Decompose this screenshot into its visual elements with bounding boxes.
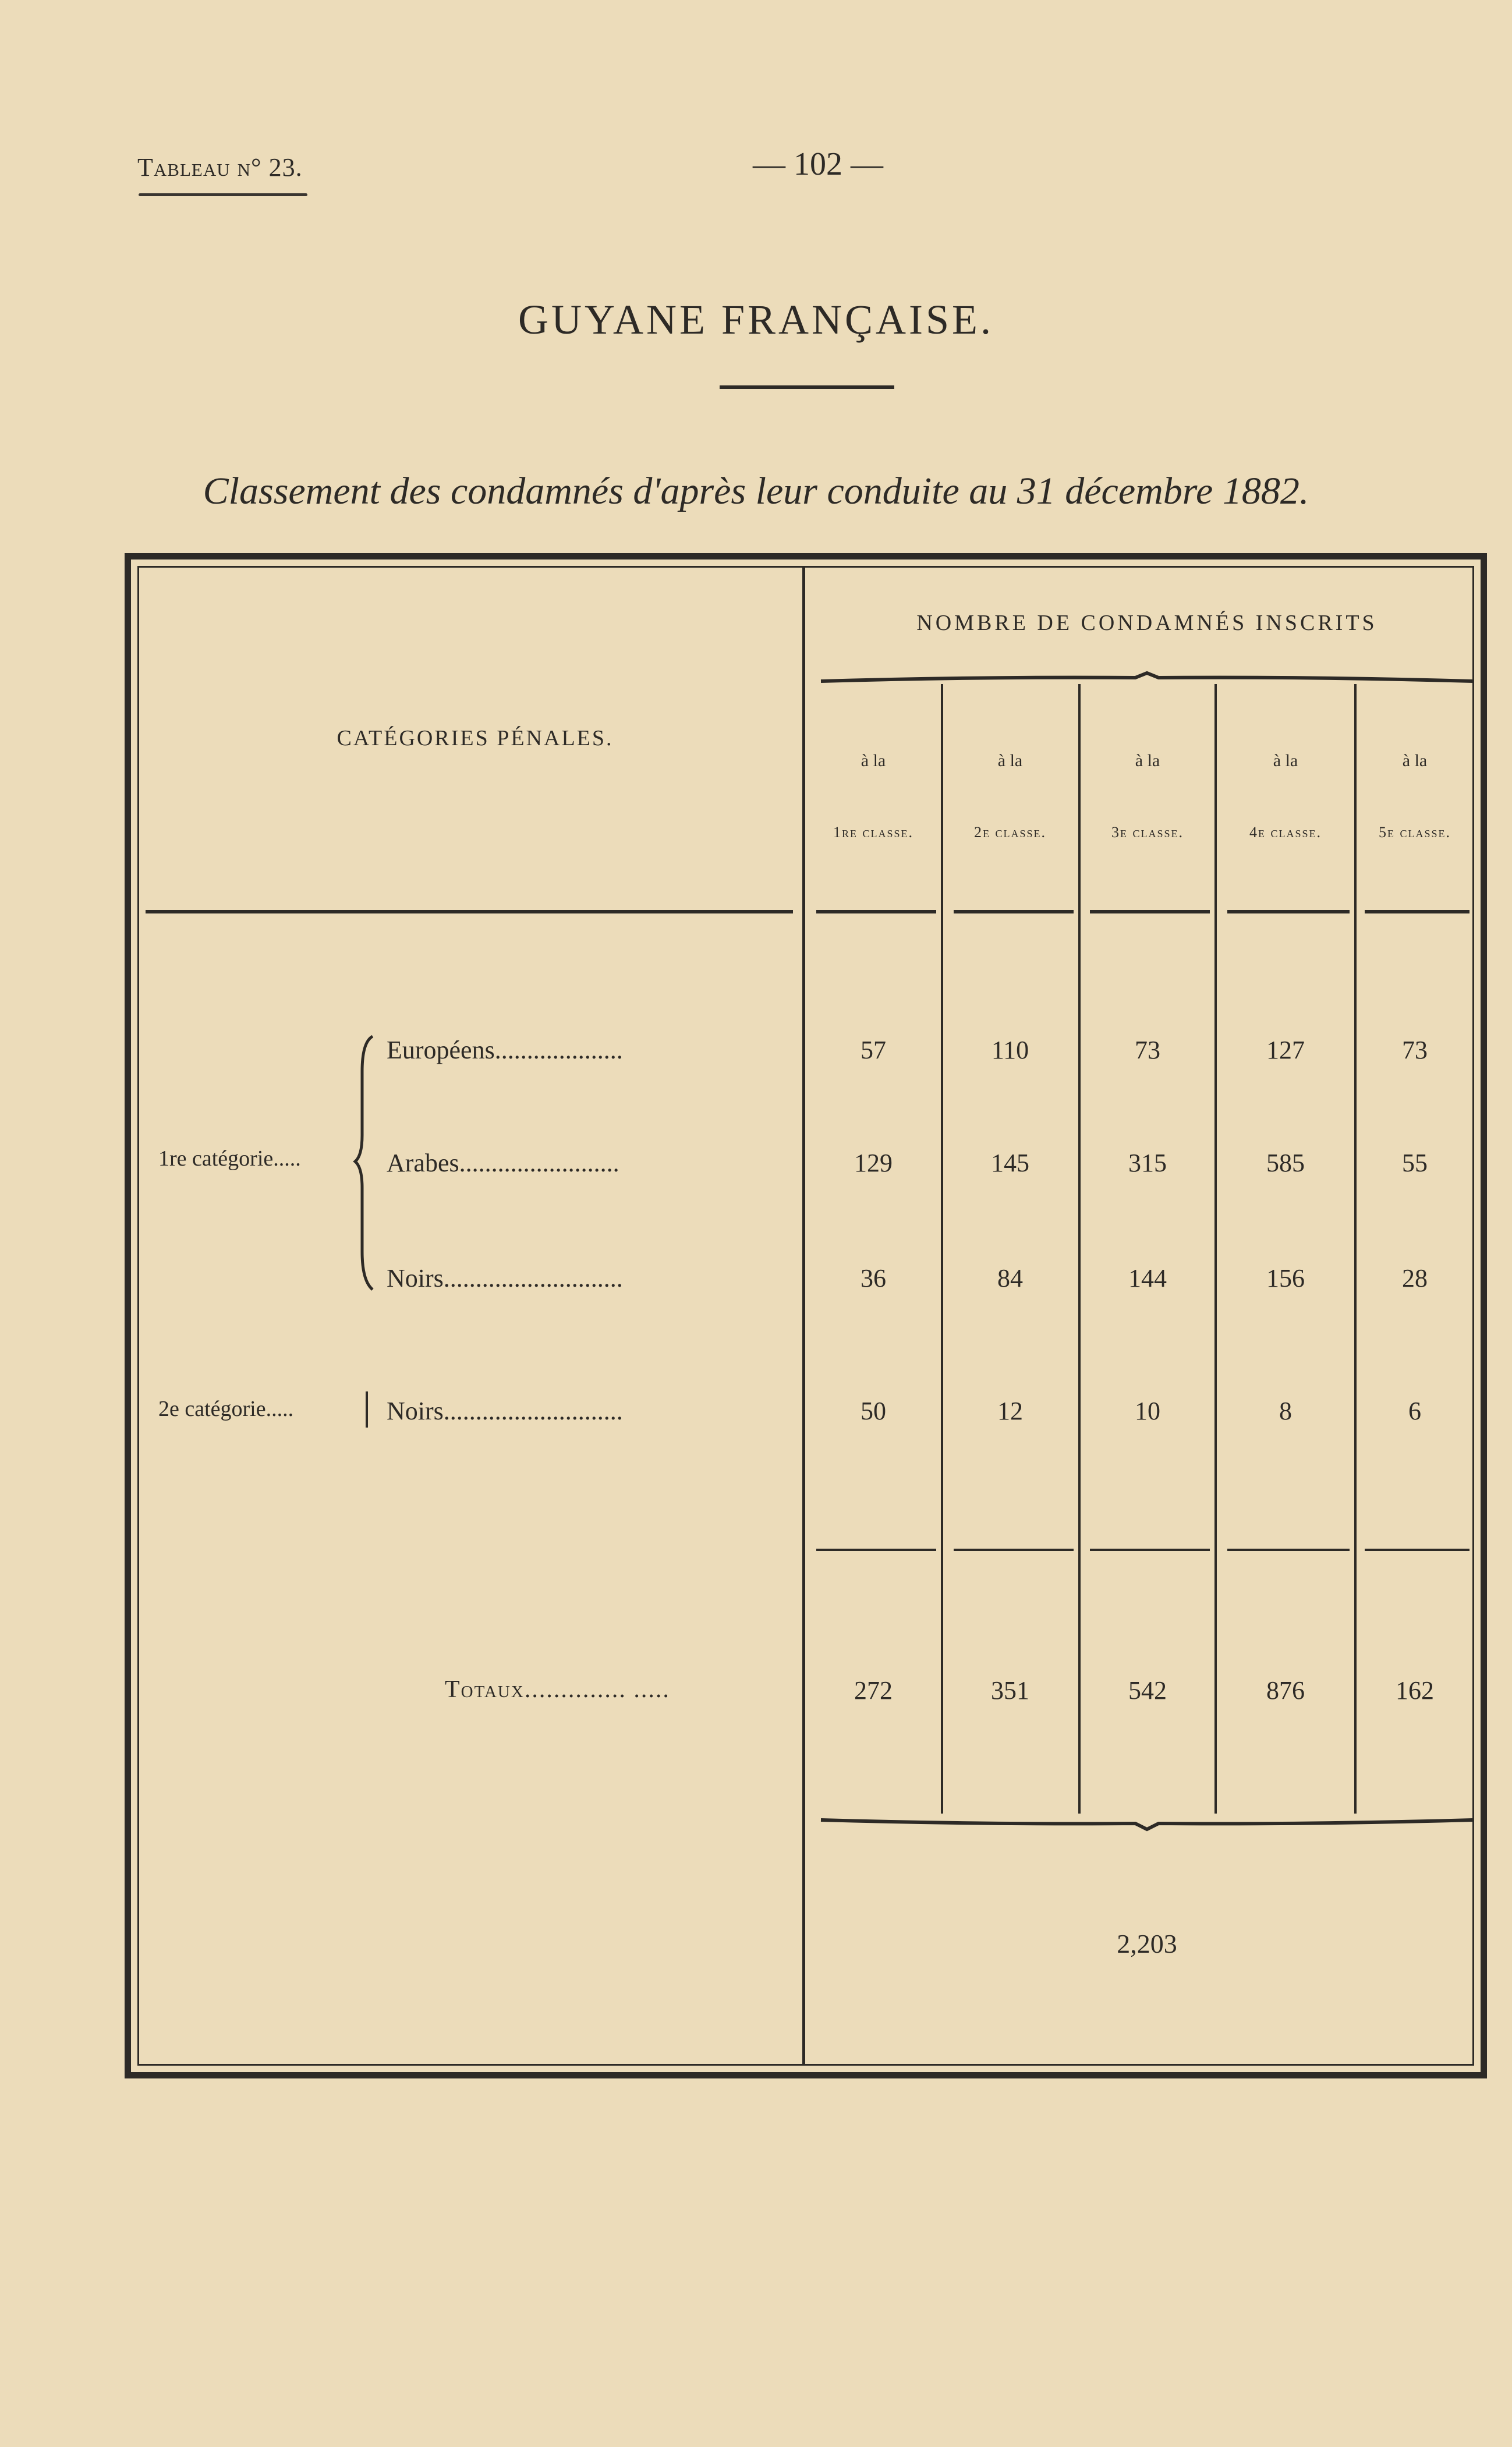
header-brace: [821, 670, 1473, 693]
column-divider: [1354, 684, 1357, 1814]
category-1-label: 1re catégorie.....: [158, 1146, 301, 1171]
col-header-4: 4e classe.: [1249, 824, 1322, 841]
totals-rule: [954, 1549, 1074, 1551]
cell-noirs2-3: 10: [1135, 1397, 1160, 1425]
cell-arabes-4: 585: [1266, 1149, 1305, 1177]
total-4: 876: [1266, 1676, 1305, 1705]
cell-europeens-4: 127: [1266, 1036, 1305, 1064]
table-number: Tableau n° 23.: [137, 153, 303, 182]
totals-rule: [1090, 1549, 1210, 1551]
col-prefix: à la: [1135, 751, 1160, 770]
column-divider: [1078, 684, 1081, 1814]
cell-europeens-3: 73: [1135, 1036, 1160, 1064]
cell-noirs2-1: 50: [861, 1397, 886, 1425]
header-rule: [146, 910, 793, 913]
category-2-bar: [366, 1391, 368, 1428]
totals-rule: [816, 1549, 936, 1551]
col-prefix: à la: [1402, 751, 1428, 770]
cell-arabes-1: 129: [854, 1149, 893, 1177]
col-header-1: 1re classe.: [833, 824, 914, 841]
header-rule: [954, 910, 1074, 913]
category-2-label: 2e catégorie.....: [158, 1397, 294, 1421]
col-prefix: à la: [861, 751, 886, 770]
cell-europeens-2: 110: [991, 1036, 1029, 1064]
cell-noirs1-1: 36: [861, 1264, 886, 1292]
cell-arabes-2: 145: [991, 1149, 1029, 1177]
cell-noirs2-5: 6: [1408, 1397, 1421, 1425]
cell-noirs1-2: 84: [997, 1264, 1023, 1292]
page-title: GUYANE FRANÇAISE.: [518, 296, 994, 343]
page-subtitle: Classement des condamnés d'après leur conduite au 31 décembre 1882.: [203, 470, 1309, 512]
cell-noirs2-2: 12: [997, 1397, 1023, 1425]
cell-noirs1-4: 156: [1266, 1264, 1305, 1292]
totals-label: Totaux.............. .....: [445, 1676, 670, 1703]
header-rule: [1227, 910, 1350, 913]
column-divider: [1214, 684, 1217, 1814]
row-label-europeens: Européens....................: [387, 1036, 623, 1064]
col-header-3: 3e classe.: [1111, 824, 1184, 841]
table-number-underline: [139, 193, 307, 196]
col-prefix: à la: [1273, 751, 1298, 770]
column-divider: [941, 684, 943, 1814]
page-number: — 102 —: [753, 146, 883, 182]
header-group-label: NOMBRE DE CONDAMNÉS INSCRITS: [916, 611, 1378, 635]
total-3: 542: [1128, 1676, 1167, 1705]
cell-europeens-5: 73: [1402, 1036, 1428, 1064]
totals-rule: [1365, 1549, 1469, 1551]
header-categories: CATÉGORIES PÉNALES.: [337, 726, 614, 750]
category-1-brace: [355, 1036, 378, 1292]
header-rule: [1365, 910, 1469, 913]
cell-arabes-3: 315: [1128, 1149, 1167, 1177]
cell-arabes-5: 55: [1402, 1149, 1428, 1177]
row-label-noirs-1: Noirs............................: [387, 1264, 623, 1292]
grand-total: 2,203: [1117, 1929, 1177, 1959]
total-5: 162: [1396, 1676, 1434, 1705]
total-1: 272: [854, 1676, 893, 1705]
title-rule: [720, 385, 894, 389]
col-prefix: à la: [997, 751, 1023, 770]
col-header-2: 2e classe.: [973, 824, 1046, 841]
column-divider-main: [802, 568, 805, 2064]
cell-noirs1-3: 144: [1128, 1264, 1167, 1292]
totals-brace: [821, 1812, 1473, 1835]
totals-rule: [1227, 1549, 1350, 1551]
cell-noirs1-5: 28: [1402, 1264, 1428, 1292]
header-rule: [816, 910, 936, 913]
col-header-5: 5e classe.: [1378, 824, 1451, 841]
row-label-noirs-2: Noirs............................: [387, 1397, 623, 1425]
cell-noirs2-4: 8: [1279, 1397, 1292, 1425]
row-label-arabes: Arabes.........................: [387, 1149, 619, 1177]
header-rule: [1090, 910, 1210, 913]
total-2: 351: [991, 1676, 1029, 1705]
table-inner-frame: [137, 566, 1474, 2066]
cell-europeens-1: 57: [861, 1036, 886, 1064]
